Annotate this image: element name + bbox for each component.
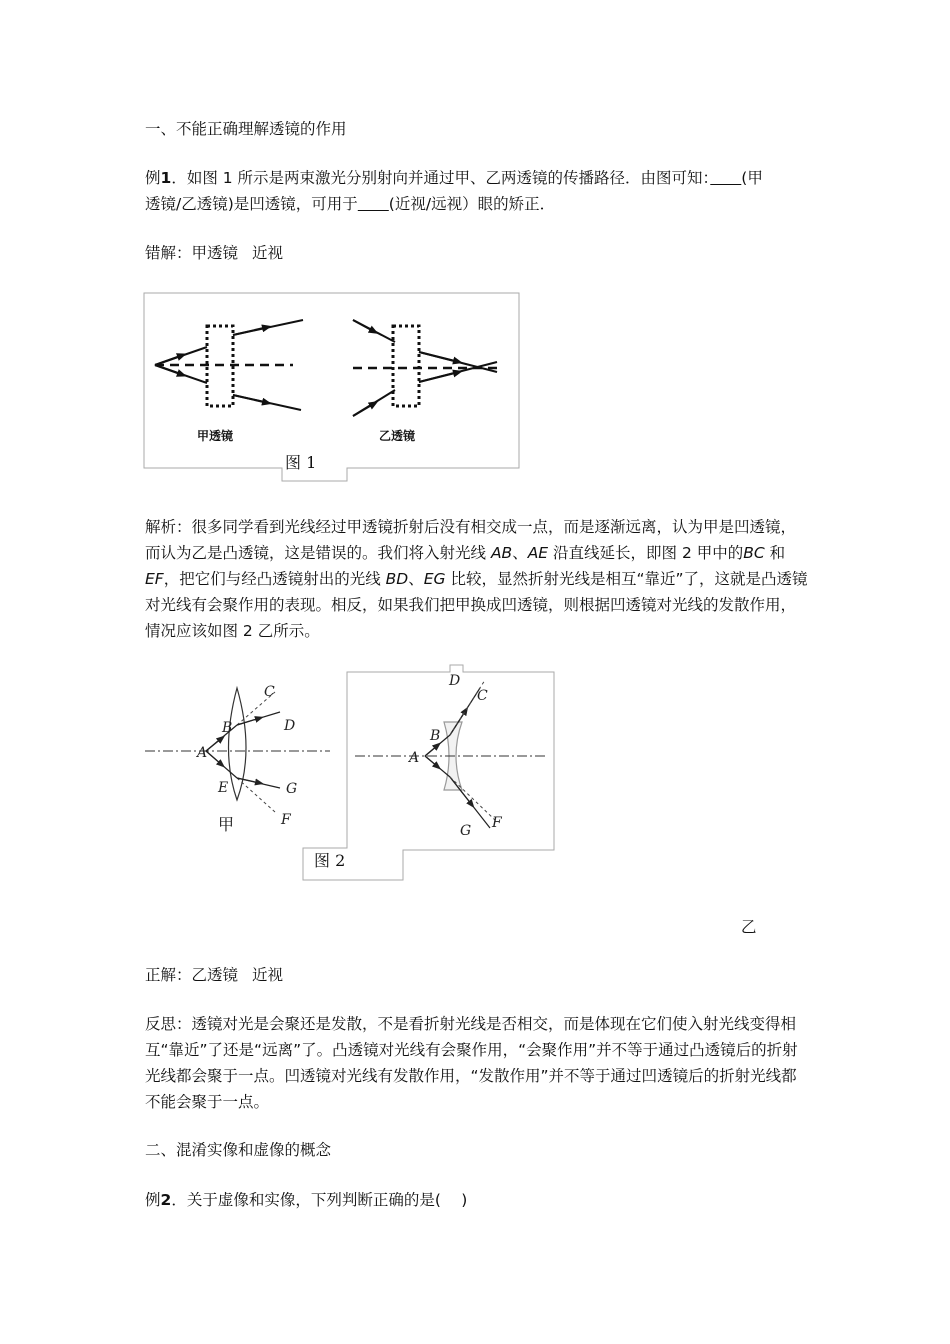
analysis-sep-1: 、 [512, 544, 528, 562]
analysis [145, 514, 810, 644]
section-1-title: 一、不能正确理解透镜的作用 [145, 120, 347, 138]
ray-bc: BC [743, 544, 765, 562]
fig2-right-C: C [477, 688, 488, 704]
example-2-label: 例 [145, 1191, 161, 1209]
fig2-right-F: F [492, 815, 502, 831]
fig2-left-label: 甲 [218, 815, 235, 834]
fig2-left-B: B [222, 720, 233, 736]
blank-2 [358, 195, 389, 213]
fig2-right-B: B [430, 728, 441, 744]
ray-bd: BD [385, 570, 409, 588]
figure-2-yi-label: 乙 [741, 918, 757, 936]
analysis-sep-2: 、 [408, 570, 424, 588]
figure-2-caption: 图 2 [314, 851, 346, 870]
example-1-text-b: (甲 [741, 169, 763, 187]
analysis-text-1: 解析：很多同学看到光线经过甲透镜折射后没有相交成一点，而是逐渐远离，认为甲是凹透镜，而认为乙是凸透镜，这是错误的。我们将入射光线 [145, 518, 797, 562]
ray-ae: AE [527, 544, 549, 562]
figure-1-diagram [143, 292, 523, 482]
reflection: 反思：透镜对光是会聚还是发散，不是看折射光线是否相交，而是体现在它们使入射光线变得相互“靠近”了还是“远离”了。凸透镜对光线有会聚作用，“会聚作用”并不等于通过凸透镜后的折射光线都会聚于一点。凹透镜对光线有发散作用，“发散作用”并不等于通过凹透镜后的折射光线都不能会聚于一点。 [145, 1015, 798, 1111]
figure-1-left-label: 甲透镜 [197, 429, 234, 443]
ray-ef: EF [145, 570, 164, 588]
correct-answer-label: 正解：乙透镜 [145, 966, 239, 984]
example-1-text-a: ．如图 1 所示是两束激光分别射向并通过甲、乙两透镜的传播路径．由图可知： [171, 169, 711, 187]
fig2-right-D: D [449, 673, 461, 689]
example-1-text-c: 透镜/乙透镜)是凹透镜，可用于 [145, 195, 358, 213]
correct-answer [145, 962, 810, 988]
example-2-number: 2 [160, 1191, 172, 1209]
analysis-text-2: 沿直线延长，即图 2 甲中的 [548, 544, 744, 562]
example-2 [145, 1187, 810, 1213]
blank-1 [710, 169, 741, 187]
example-1-number: 1 [160, 169, 172, 187]
figure-1 [143, 292, 523, 482]
fig2-left-E: E [218, 780, 229, 796]
figure-1-right-label: 乙透镜 [379, 429, 416, 443]
lens-yi [393, 326, 419, 406]
example-1 [145, 165, 810, 217]
fig2-right-A: A [409, 750, 420, 766]
wrong-answer [145, 240, 810, 266]
analysis-text-3: ，把它们与经凸透镜射出的光线 [163, 570, 386, 588]
wrong-answer-label: 错解：甲透镜 [145, 244, 239, 262]
wrong-answer-value: 近视 [252, 244, 284, 262]
ray-ab: AB [490, 544, 513, 562]
fig2-left-F: F [281, 812, 291, 828]
analysis-and: 和 [764, 544, 786, 562]
example-1-text-d: (近视/远视）眼的矫正． [388, 195, 556, 213]
fig2-left-D: D [284, 718, 296, 734]
figure-1-caption: 图 1 [285, 453, 317, 472]
example-2-text: ．关于虚像和实像，下列判断正确的是( ) [171, 1191, 468, 1209]
figure-2-diagram [140, 660, 560, 885]
ray-eg: EG [423, 570, 446, 588]
example-1-label: 例 [145, 169, 161, 187]
analysis-text-4: 比较，显然折射光线是相互“靠近”了，这就是凸透镜对光线有会聚作用的表现。相反，如果我们把甲换成凹透镜，则根据凹透镜对光线的发散作用，情况应该如图 2 乙所示。 [145, 570, 808, 640]
fig2-left-A: A [197, 745, 208, 761]
fig2-left-G: G [286, 781, 298, 797]
fig2-left-C: C [264, 684, 275, 700]
section-2-title: 二、混淆实像和虚像的概念 [145, 1141, 332, 1159]
correct-answer-value: 近视 [252, 966, 284, 984]
figure-2 [140, 660, 560, 885]
fig2-right-G: G [460, 823, 472, 839]
